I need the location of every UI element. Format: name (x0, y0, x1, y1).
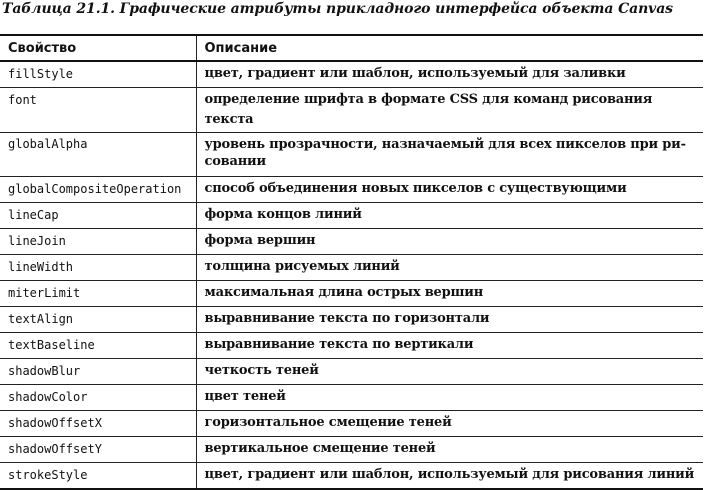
property-cell: lineJoin (0, 229, 196, 255)
table-row (0, 307, 703, 333)
description-cell: вертикальное смещение теней (196, 437, 703, 463)
table-row (0, 463, 703, 490)
table-header-row (0, 35, 703, 61)
description-cell: цвет, градиент или шаблон, используемый для рисования линий (196, 463, 703, 490)
table-row (0, 61, 703, 88)
table-row (0, 411, 703, 437)
description-cell: форма вершин (196, 229, 703, 255)
description-cell: способ объединения новых пикселов с существующими (196, 177, 703, 203)
property-cell: strokeStyle (0, 463, 196, 490)
column-header-description: Описание (196, 35, 703, 61)
property-cell: textBaseline (0, 333, 196, 359)
table-row (0, 88, 703, 133)
property-cell: shadowColor (0, 385, 196, 411)
property-cell: miterLimit (0, 281, 196, 307)
canvas-attributes-table (0, 34, 703, 490)
property-cell: shadowBlur (0, 359, 196, 385)
table-row (0, 333, 703, 359)
property-cell: shadowOffsetX (0, 411, 196, 437)
table-row (0, 359, 703, 385)
table-row (0, 229, 703, 255)
table-row (0, 133, 703, 177)
description-cell: уровень прозрачности, назначаемый для всех пикселов при рисовании (196, 133, 703, 177)
description-cell: определение шрифта в формате CSS для команд рисования текста (196, 88, 703, 133)
description-cell: четкость теней (196, 359, 703, 385)
table-row (0, 281, 703, 307)
property-cell: lineCap (0, 203, 196, 229)
column-header-property: Свойство (0, 35, 196, 61)
description-cell: цвет теней (196, 385, 703, 411)
description-cell: толщина рисуемых линий (196, 255, 703, 281)
property-cell: globalCompositeOperation (0, 177, 196, 203)
property-cell: font (0, 88, 196, 133)
description-cell: максимальная длина острых вершин (196, 281, 703, 307)
description-cell: форма концов линий (196, 203, 703, 229)
property-cell: fillStyle (0, 61, 196, 88)
description-cell: выравнивание текста по горизонтали (196, 307, 703, 333)
description-cell: выравнивание текста по вертикали (196, 333, 703, 359)
table-caption: Таблица 21.1. Графические атрибуты прикладного интерфейса объекта Canvas (2, 1, 673, 17)
property-cell: shadowOffsetY (0, 437, 196, 463)
table-row (0, 255, 703, 281)
description-cell: горизонтальное смещение теней (196, 411, 703, 437)
property-cell: globalAlpha (0, 133, 196, 177)
table-row (0, 203, 703, 229)
property-cell: lineWidth (0, 255, 196, 281)
property-cell: textAlign (0, 307, 196, 333)
table-row (0, 177, 703, 203)
table-row (0, 385, 703, 411)
description-cell: цвет, градиент или шаблон, используемый для заливки (196, 61, 703, 88)
